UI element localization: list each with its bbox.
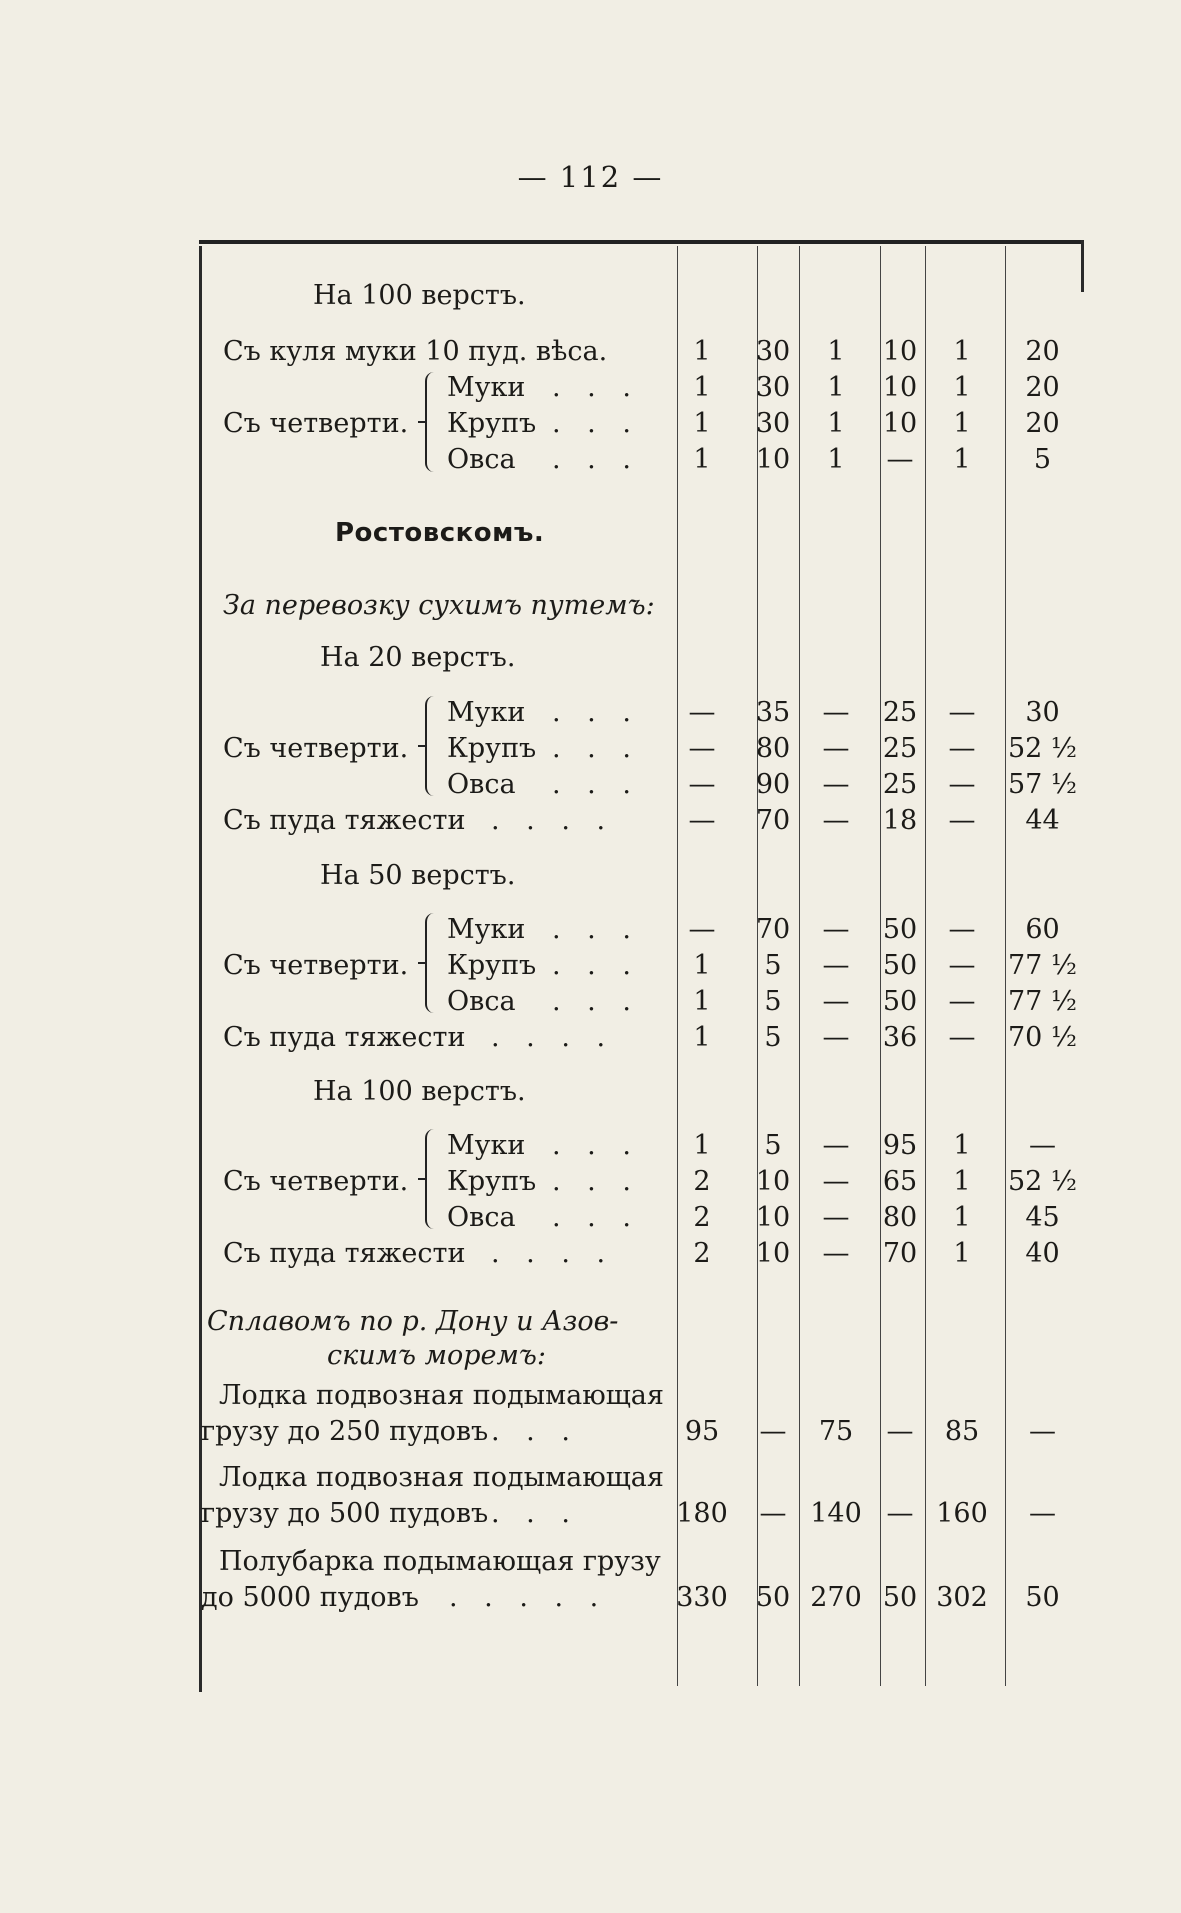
table-cell: —: [688, 914, 716, 945]
table-cell: 1: [827, 336, 845, 367]
table-cell: —: [822, 1202, 850, 1233]
table-cell: 70: [882, 1238, 918, 1269]
table-cell: 1: [953, 444, 971, 475]
table-row: [199, 1238, 1084, 1274]
table-cell: 30: [1025, 697, 1060, 728]
table-cell: —: [948, 986, 976, 1017]
table-cell: 10: [755, 1166, 791, 1197]
table-cell: —: [822, 1130, 850, 1161]
table-cell: —: [1029, 1416, 1056, 1447]
table-cell: 90: [755, 769, 791, 800]
table-cell: —: [886, 1416, 914, 1447]
table-cell: —: [948, 950, 976, 981]
table-cell: 1: [953, 336, 971, 367]
table-cell: 70: [755, 805, 791, 836]
table-cell: —: [822, 805, 850, 836]
table-cell: —: [948, 914, 976, 945]
table-cell: —: [886, 1498, 914, 1529]
table-cell: —: [822, 697, 850, 728]
boat-description: Лодка подвозная подымающая: [219, 1380, 664, 1411]
table-cell: 77 ½: [1007, 950, 1078, 981]
leader-dots: . . .: [552, 1166, 640, 1197]
table-cell: 1: [693, 372, 711, 403]
table-cell: 25: [882, 697, 918, 728]
row-label: Съ пуда тяжести: [223, 805, 466, 836]
row-label: Съ четверти.: [223, 1166, 409, 1197]
table-cell: 1: [827, 372, 845, 403]
table-cell: 57 ½: [1007, 769, 1078, 800]
table-cell: —: [1029, 1498, 1056, 1529]
table-cell: 95: [882, 1130, 918, 1161]
table-cell: 1: [953, 1166, 971, 1197]
row-label: Съ четверти.: [223, 408, 409, 439]
table-cell: 330: [676, 1582, 728, 1613]
table-cell: 10: [755, 1202, 791, 1233]
table-row: [199, 408, 1084, 444]
table-cell: 20: [1025, 336, 1060, 367]
row-sublabel: Крупъ: [447, 950, 537, 981]
table-cell: 10: [755, 1238, 791, 1269]
table-cell: 10: [755, 444, 791, 475]
table-cell: 36: [882, 1022, 918, 1053]
table-cell: —: [1029, 1130, 1056, 1161]
section-heading: На 100 верстъ.: [313, 280, 526, 311]
table-cell: 1: [693, 1022, 711, 1053]
row-label: Съ четверти.: [223, 950, 409, 981]
leader-dots: . . .: [552, 697, 640, 728]
table-cell: 1: [693, 986, 711, 1017]
table-cell: 20: [1025, 372, 1060, 403]
table-row: [199, 1166, 1084, 1202]
table-row: [199, 914, 1084, 950]
leader-dots: . . .: [491, 1498, 579, 1529]
row-sublabel: Овса: [447, 769, 516, 800]
table-cell: 50: [755, 1582, 791, 1613]
leader-dots: . . .: [552, 372, 640, 403]
table-cell: 30: [755, 408, 791, 439]
table-row: [199, 1130, 1084, 1166]
leader-dots: . . . . .: [449, 1582, 608, 1613]
section-heading-rostov: Ростовскомъ.: [335, 518, 545, 548]
table-cell: 1: [953, 1238, 971, 1269]
table-cell: 10: [882, 372, 918, 403]
table-row: [199, 1202, 1084, 1238]
table-cell: 80: [755, 733, 791, 764]
table-cell: —: [948, 1022, 976, 1053]
table-cell: 75: [818, 1416, 854, 1447]
leader-dots: . . . .: [491, 1022, 615, 1053]
row-sublabel: Овса: [447, 1202, 516, 1233]
table-cell: 270: [810, 1582, 862, 1613]
table-cell: 50: [1025, 1582, 1060, 1613]
table-cell: 40: [1025, 1238, 1060, 1269]
leader-dots: . . .: [552, 408, 640, 439]
table-cell: 160: [936, 1498, 988, 1529]
leader-dots: . . .: [552, 914, 640, 945]
table-cell: —: [688, 805, 716, 836]
leader-dots: . . .: [552, 733, 640, 764]
table-cell: 5: [764, 950, 782, 981]
row-sublabel: Муки: [447, 914, 526, 945]
table-cell: —: [688, 697, 716, 728]
leader-dots: . . .: [491, 1416, 579, 1447]
table-cell: 85: [944, 1416, 980, 1447]
row-sublabel: Крупъ: [447, 733, 537, 764]
table-row: [199, 444, 1084, 480]
row-sublabel: Крупъ: [447, 408, 537, 439]
table-cell: 35: [755, 697, 791, 728]
table-cell: —: [948, 769, 976, 800]
table-cell: 45: [1025, 1202, 1060, 1233]
table-cell: 30: [755, 372, 791, 403]
table-cell: 52 ½: [1007, 733, 1078, 764]
table-cell: 1: [827, 444, 845, 475]
table-cell: 77 ½: [1007, 986, 1078, 1017]
table-cell: 180: [676, 1498, 728, 1529]
table-cell: —: [688, 733, 716, 764]
table-cell: —: [822, 769, 850, 800]
row-label: Съ четверти.: [223, 733, 409, 764]
leader-dots: . . .: [552, 769, 640, 800]
table-cell: 44: [1025, 805, 1060, 836]
leader-dots: . . .: [552, 950, 640, 981]
leader-dots: . . . .: [491, 1238, 615, 1269]
table-cell: 5: [1033, 444, 1052, 475]
table-right-rule: [1081, 240, 1084, 292]
table-cell: 1: [953, 372, 971, 403]
table-cell: —: [822, 1166, 850, 1197]
subsection-heading: Сплавомъ по р. Дону и Азов-: [207, 1306, 619, 1337]
leader-dots: . . . .: [491, 805, 615, 836]
table-row: [199, 372, 1084, 408]
table-cell: 52 ½: [1007, 1166, 1078, 1197]
table-row: [199, 697, 1084, 733]
table-cell: 70 ½: [1007, 1022, 1078, 1053]
row-sublabel: Муки: [447, 1130, 526, 1161]
table-cell: 70: [755, 914, 791, 945]
table-cell: —: [822, 1022, 850, 1053]
boat-description: до 5000 пудовъ: [201, 1582, 419, 1613]
table-cell: 50: [882, 1582, 918, 1613]
table-cell: 1: [693, 444, 711, 475]
table-cell: 140: [810, 1498, 862, 1529]
table-top-rule: [199, 240, 1084, 244]
table-cell: 10: [882, 408, 918, 439]
table-row: [199, 1416, 1084, 1452]
table-cell: —: [948, 733, 976, 764]
table-cell: 60: [1025, 914, 1060, 945]
table-cell: 95: [684, 1416, 720, 1447]
table-cell: 5: [764, 1022, 782, 1053]
table-cell: 302: [936, 1582, 988, 1613]
table-cell: 20: [1025, 408, 1060, 439]
table-row: [199, 733, 1084, 769]
table-cell: —: [822, 733, 850, 764]
table-row: [199, 950, 1084, 986]
table-cell: —: [822, 914, 850, 945]
subsection-heading: скимъ моремъ:: [327, 1340, 546, 1371]
table-row: [199, 986, 1084, 1022]
page-number: — 112 —: [517, 160, 664, 194]
table-row: [199, 805, 1084, 841]
boat-description: Лодка подвозная подымающая: [219, 1462, 664, 1493]
table-row: [199, 1498, 1084, 1534]
table-cell: —: [948, 805, 976, 836]
table-cell: 50: [882, 986, 918, 1017]
subsection-heading: За перевозку сухимъ путемъ:: [223, 590, 655, 621]
table-cell: 1: [693, 336, 711, 367]
table-cell: 1: [953, 1202, 971, 1233]
table-cell: 80: [882, 1202, 918, 1233]
table-cell: 5: [764, 986, 782, 1017]
table-cell: 18: [882, 805, 918, 836]
table-cell: 50: [882, 950, 918, 981]
row-sublabel: Крупъ: [447, 1166, 537, 1197]
table-cell: 1: [953, 408, 971, 439]
table-cell: —: [948, 697, 976, 728]
distance-heading: На 100 верстъ.: [313, 1076, 526, 1107]
table-cell: 2: [693, 1166, 711, 1197]
table-row: [199, 1582, 1084, 1618]
table-cell: —: [822, 1238, 850, 1269]
table-cell: 25: [882, 733, 918, 764]
table-cell: 25: [882, 769, 918, 800]
table-cell: 50: [882, 914, 918, 945]
table-cell: 2: [693, 1238, 711, 1269]
table-row: [199, 769, 1084, 805]
leader-dots: . . .: [552, 986, 640, 1017]
table-cell: —: [822, 950, 850, 981]
row-label: Съ пуда тяжести: [223, 1238, 466, 1269]
table-cell: 1: [693, 408, 711, 439]
boat-description: грузу до 250 пудовъ: [201, 1416, 489, 1447]
boat-description: Полубарка подымающая грузу: [219, 1546, 661, 1577]
freight-rate-table: [199, 240, 1084, 1692]
table-cell: 1: [693, 1130, 711, 1161]
row-sublabel: Муки: [447, 372, 526, 403]
row-sublabel: Овса: [447, 444, 516, 475]
distance-heading: На 20 верстъ.: [320, 642, 516, 673]
table-cell: —: [759, 1416, 787, 1447]
leader-dots: . . .: [552, 1130, 640, 1161]
table-row: [199, 1022, 1084, 1058]
boat-description: грузу до 500 пудовъ: [201, 1498, 489, 1529]
table-cell: —: [822, 986, 850, 1017]
table-cell: —: [886, 444, 914, 475]
row-label: Съ куля муки 10 пуд. вѣса.: [223, 336, 608, 367]
row-label: Съ пуда тяжести: [223, 1022, 466, 1053]
table-cell: 30: [755, 336, 791, 367]
table-cell: 1: [827, 408, 845, 439]
table-cell: 1: [693, 950, 711, 981]
table-cell: 10: [882, 336, 918, 367]
leader-dots: . . .: [552, 1202, 640, 1233]
table-row: [199, 336, 1084, 372]
table-cell: 65: [882, 1166, 918, 1197]
table-cell: —: [759, 1498, 787, 1529]
table-cell: 2: [693, 1202, 711, 1233]
distance-heading: На 50 верстъ.: [320, 860, 516, 891]
leader-dots: . . .: [552, 444, 640, 475]
row-sublabel: Овса: [447, 986, 516, 1017]
table-cell: —: [688, 769, 716, 800]
row-sublabel: Муки: [447, 697, 526, 728]
table-cell: 5: [764, 1130, 782, 1161]
table-cell: 1: [953, 1130, 971, 1161]
